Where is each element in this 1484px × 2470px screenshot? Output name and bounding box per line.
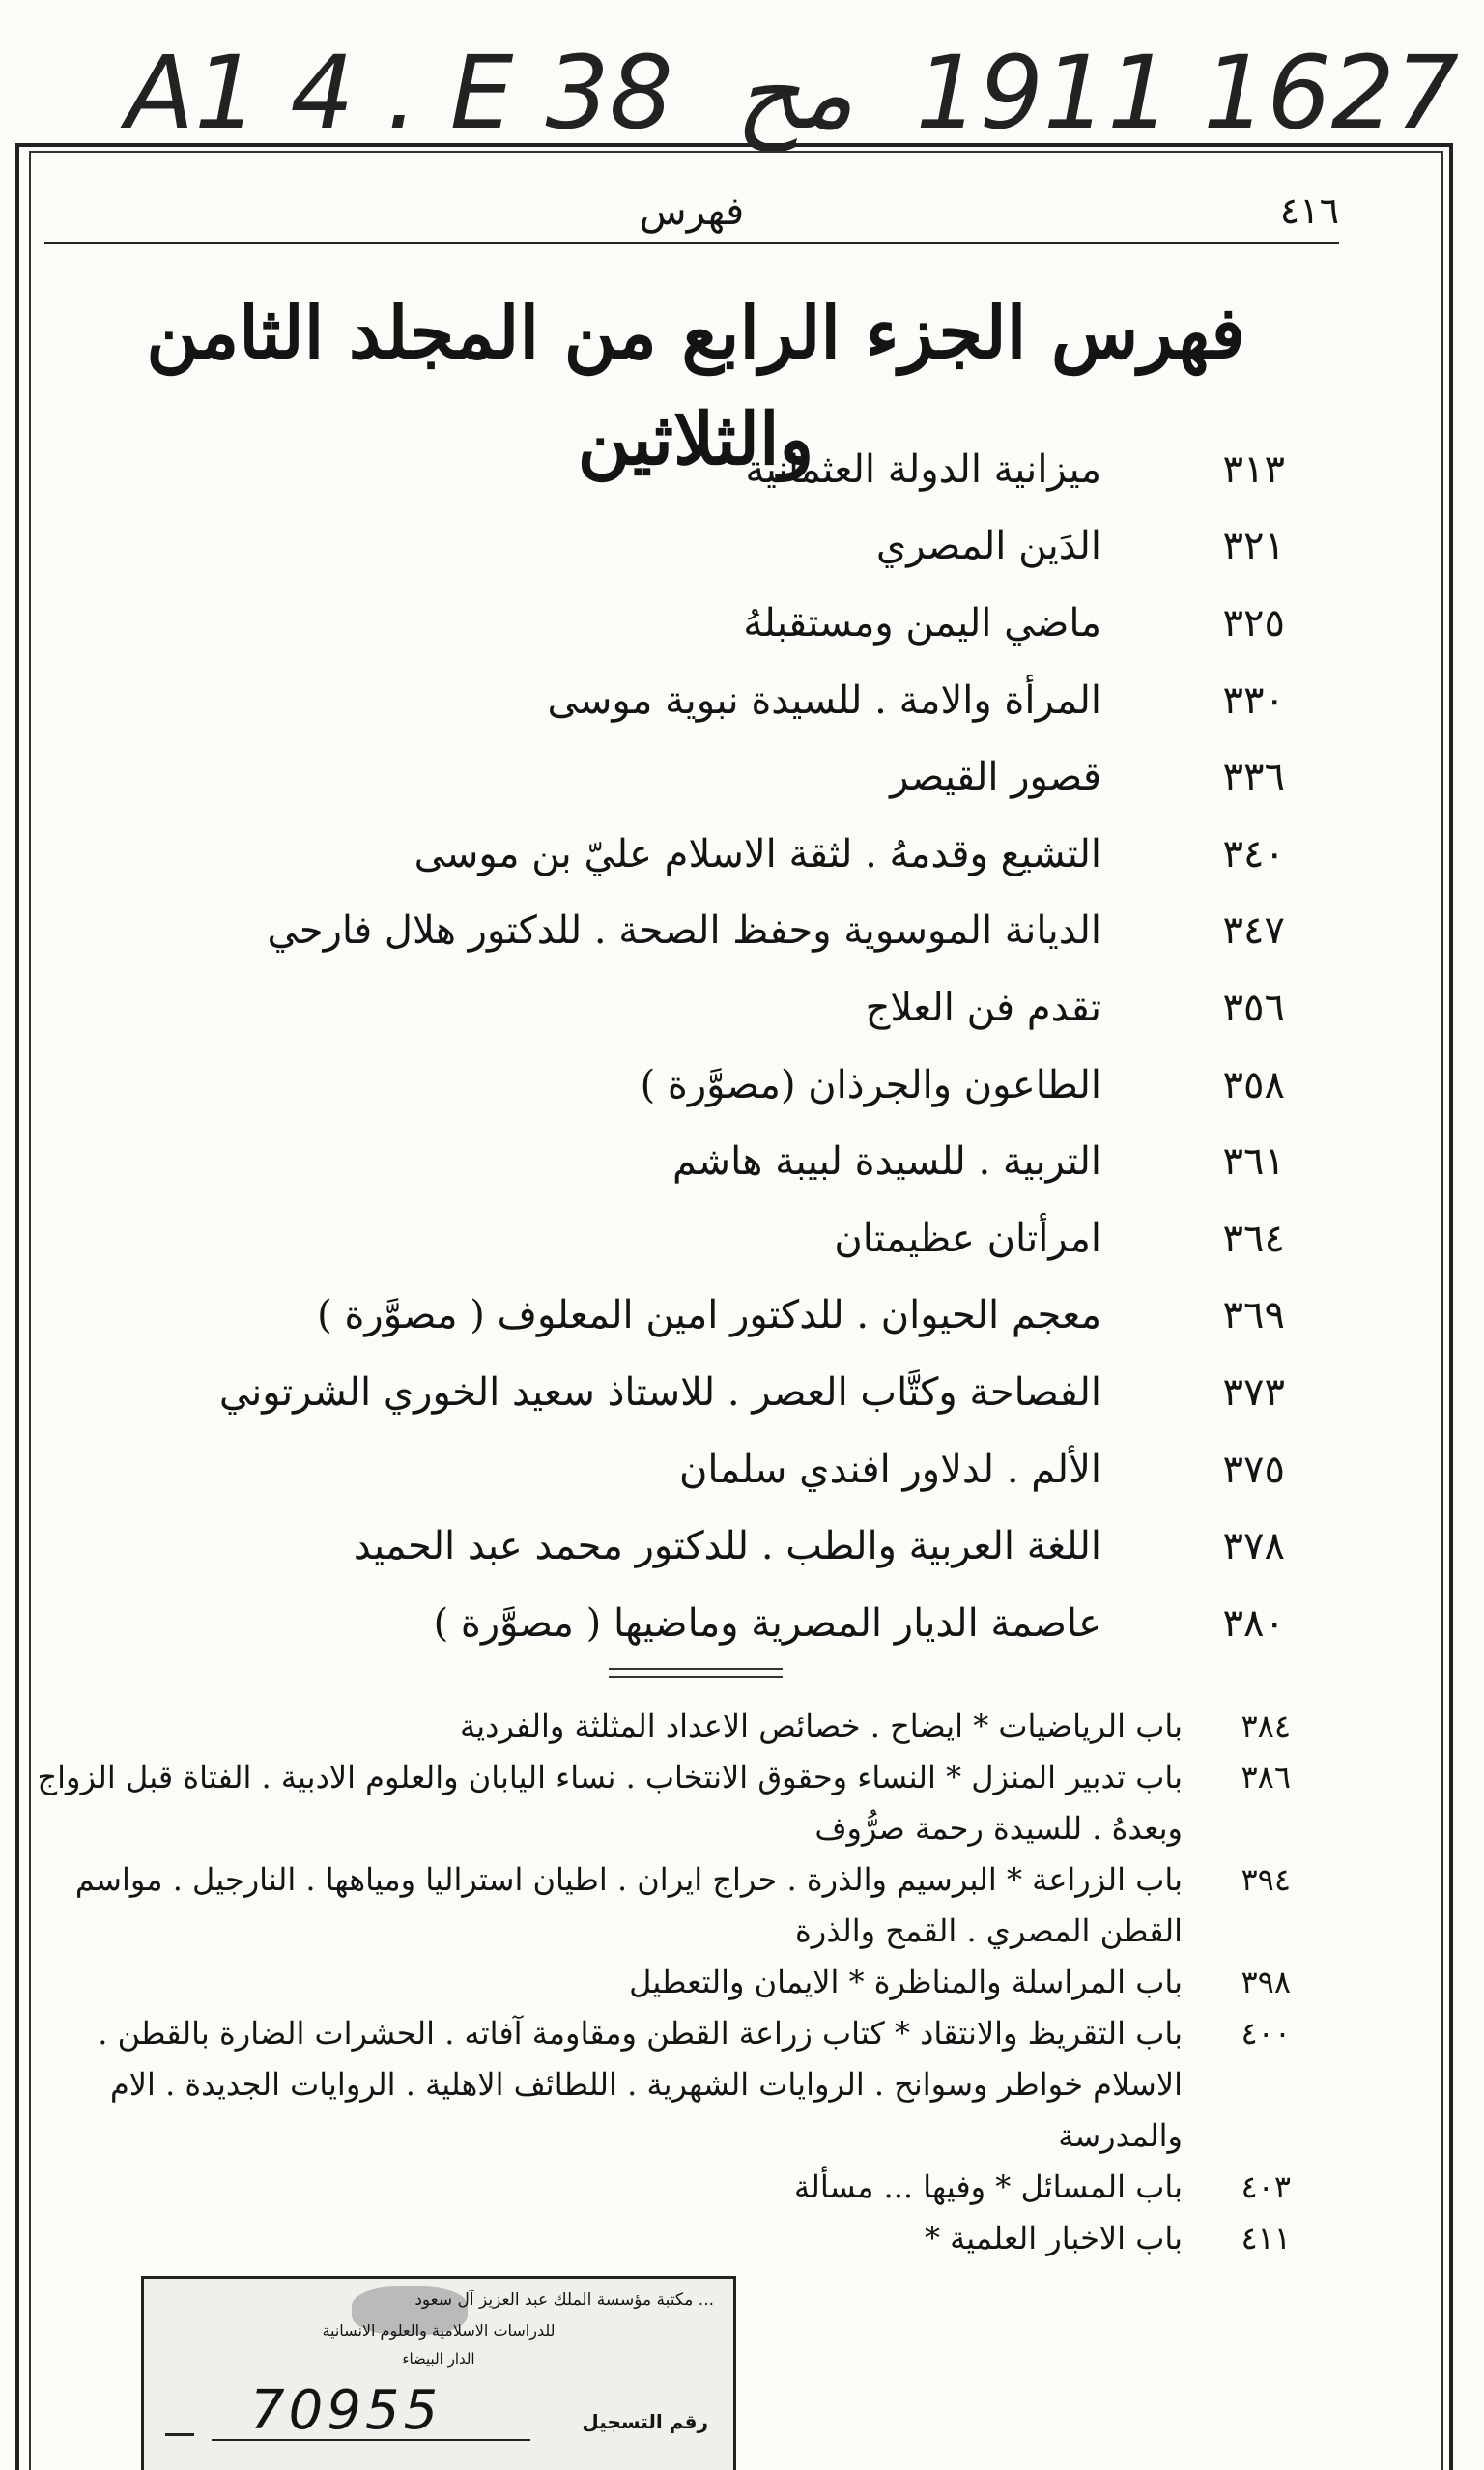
toc-title: الفصاحة وكتَّاب العصر . للاستاذ سعيد الخوري الشرتوني <box>218 1369 1101 1415</box>
toc-title: معجم الحيوان . للدكتور امين المعلوف ( مصوَّرة ) <box>317 1293 1101 1338</box>
section-text: باب الزراعة * البرسيم والذرة . حراج ايران . اطيان استراليا ومياهها . النارجيل . مواسم القطن المصري . القمح والذرة <box>74 1861 1183 1949</box>
toc-title: التشيع وقدمهُ . لثقة الاسلام عليّ بن موسى <box>414 831 1101 876</box>
toc-page-number: ٣٥٦ <box>1222 985 1285 1030</box>
register-number: 70955 <box>250 2379 442 2442</box>
toc-page-number: ٣٧٥ <box>1222 1447 1285 1492</box>
toc-page-number: ٣٢١ <box>1222 524 1285 569</box>
toc-page-number: ٣٦١ <box>1222 1139 1285 1185</box>
toc-title: الدَين المصري <box>875 524 1101 569</box>
toc-entry <box>77 969 1285 1047</box>
section-entry <box>35 1752 1291 1854</box>
toc-page-number: ٣٨٠ <box>1222 1600 1285 1646</box>
toc-title: ميزانية الدولة العثمانية <box>745 446 1101 492</box>
page-number: ٤١٦ <box>1279 189 1339 232</box>
toc-page-number: ٣١٣ <box>1222 446 1285 492</box>
toc-entry <box>77 1431 1285 1508</box>
stamp-institution: ... مكتبة مؤسسة الملك عبد العزيز آل سعود <box>414 2290 714 2310</box>
toc-title: ماضي اليمن ومستقبلهُ <box>743 600 1101 646</box>
section-page-number: ٣٨٦ <box>1241 1759 1291 1795</box>
toc-entry <box>77 893 1285 970</box>
toc-page-number: ٣٣٦ <box>1222 755 1285 800</box>
toc-title: الطاعون والجرذان (مصوَّرة ) <box>640 1062 1101 1107</box>
contents-list <box>77 431 1285 1662</box>
register-underline <box>212 2439 530 2441</box>
section-page-number: ٣٩٤ <box>1241 1861 1291 1898</box>
section-entry <box>35 1701 1291 1752</box>
toc-entry <box>77 585 1285 662</box>
toc-page-number: ٣٧٣ <box>1222 1369 1285 1415</box>
stamp-subtitle: للدراسات الاسلامية والعلوم الانسانية <box>322 2321 556 2340</box>
toc-page-number: ٣٤٧ <box>1222 908 1285 954</box>
toc-entry <box>77 1200 1285 1278</box>
library-stamp <box>141 2276 736 2470</box>
toc-entry <box>77 431 1285 508</box>
section-entry <box>35 2008 1291 2162</box>
register-label: رقم التسجيل <box>582 2410 708 2433</box>
stamp-city: الدار البيضاء <box>402 2350 475 2368</box>
section-entry <box>35 1854 1291 1957</box>
toc-page-number: ٣٣٠ <box>1222 677 1285 723</box>
toc-entry <box>77 738 1285 816</box>
section-text: باب التقريظ والانتقاد * كتاب زراعة القطن ومقاومة آفاته . الحشرات الضارة بالقطن . الاسلام خواطر وسوانح . الروايات الشهرية . اللطائف الاهلية . الروايات الجديدة . الام والمدرسة <box>98 2015 1183 2154</box>
toc-page-number: ٣٤٠ <box>1222 831 1285 876</box>
page-title: فهرس الجزء الرابع من المجلد الثامن والثلاثين <box>146 292 1245 481</box>
section-page-number: ٣٨٤ <box>1241 1708 1291 1744</box>
toc-entry <box>77 816 1285 893</box>
header-rule <box>44 242 1339 244</box>
ornamental-divider <box>609 1668 783 1678</box>
toc-title: المرأة والامة . للسيدة نبوية موسى <box>547 677 1101 723</box>
section-page-number: ٤٠٠ <box>1241 2015 1291 2052</box>
section-text: باب الرياضيات * ايضاح . خصائص الاعداد المثلثة والفردية <box>460 1708 1183 1744</box>
toc-entry <box>77 1585 1285 1662</box>
toc-page-number: ٣٦٤ <box>1222 1216 1285 1261</box>
section-text: باب تدبير المنزل * النساء وحقوق الانتخاب . نساء اليابان والعلوم الادبية . الفتاة قبل الزواج وبعدهُ . للسيدة رحمة صرُّوف <box>37 1759 1183 1847</box>
toc-title: التربية . للسيدة لبيبة هاشم <box>671 1139 1101 1185</box>
toc-entry <box>77 1047 1285 1124</box>
toc-page-number: ٣٥٨ <box>1222 1062 1285 1107</box>
section-page-number: ٤١١ <box>1241 2220 1291 2256</box>
toc-title: اللغة العربية والطب . للدكتور محمد عبد الحميد <box>353 1524 1101 1569</box>
toc-title: الألم . لدلاور افندي سلمان <box>679 1447 1101 1492</box>
toc-page-number: ٣٢٥ <box>1222 600 1285 646</box>
running-title: فهرس <box>639 189 745 234</box>
section-page-number: ٣٩٨ <box>1241 1964 1291 2000</box>
toc-title: قصور القيصر <box>890 755 1101 800</box>
toc-title: تقدم فن العلاج <box>865 985 1101 1030</box>
toc-title: الديانة الموسوية وحفظ الصحة . للدكتور هلال فارحي <box>267 908 1101 954</box>
section-text: باب المسائل * وفيها ... مسألة <box>794 2168 1183 2205</box>
toc-page-number: ٣٦٩ <box>1222 1293 1285 1338</box>
section-text: باب المراسلة والمناظرة * الايمان والتعطيل <box>629 1964 1183 2000</box>
handwritten-arabic-note: مح <box>734 34 854 152</box>
toc-entry <box>77 1123 1285 1200</box>
section-text: باب الاخبار العلمية * <box>924 2220 1183 2256</box>
handwritten-code: A1 4 . E 38 <box>126 34 673 152</box>
toc-page-number: ٣٧٨ <box>1222 1524 1285 1569</box>
running-head <box>44 189 1339 245</box>
toc-title: عاصمة الديار المصرية وماضيها ( مصوَّرة ) <box>433 1600 1101 1646</box>
toc-entry <box>77 1508 1285 1585</box>
toc-entry <box>77 662 1285 739</box>
section-entry <box>35 2213 1291 2264</box>
handwritten-catalog-note <box>126 35 1459 151</box>
stamp-dash <box>165 2433 194 2436</box>
toc-title: امرأتان عظيمتان <box>834 1216 1101 1261</box>
toc-entry <box>77 1278 1285 1355</box>
toc-entry <box>77 508 1285 586</box>
section-entry <box>35 1957 1291 2008</box>
sections-list <box>35 1701 1291 2264</box>
handwritten-years: 1911 1627 <box>915 34 1459 152</box>
section-entry <box>35 2162 1291 2213</box>
section-page-number: ٤٠٣ <box>1241 2168 1291 2205</box>
toc-entry <box>77 1354 1285 1431</box>
